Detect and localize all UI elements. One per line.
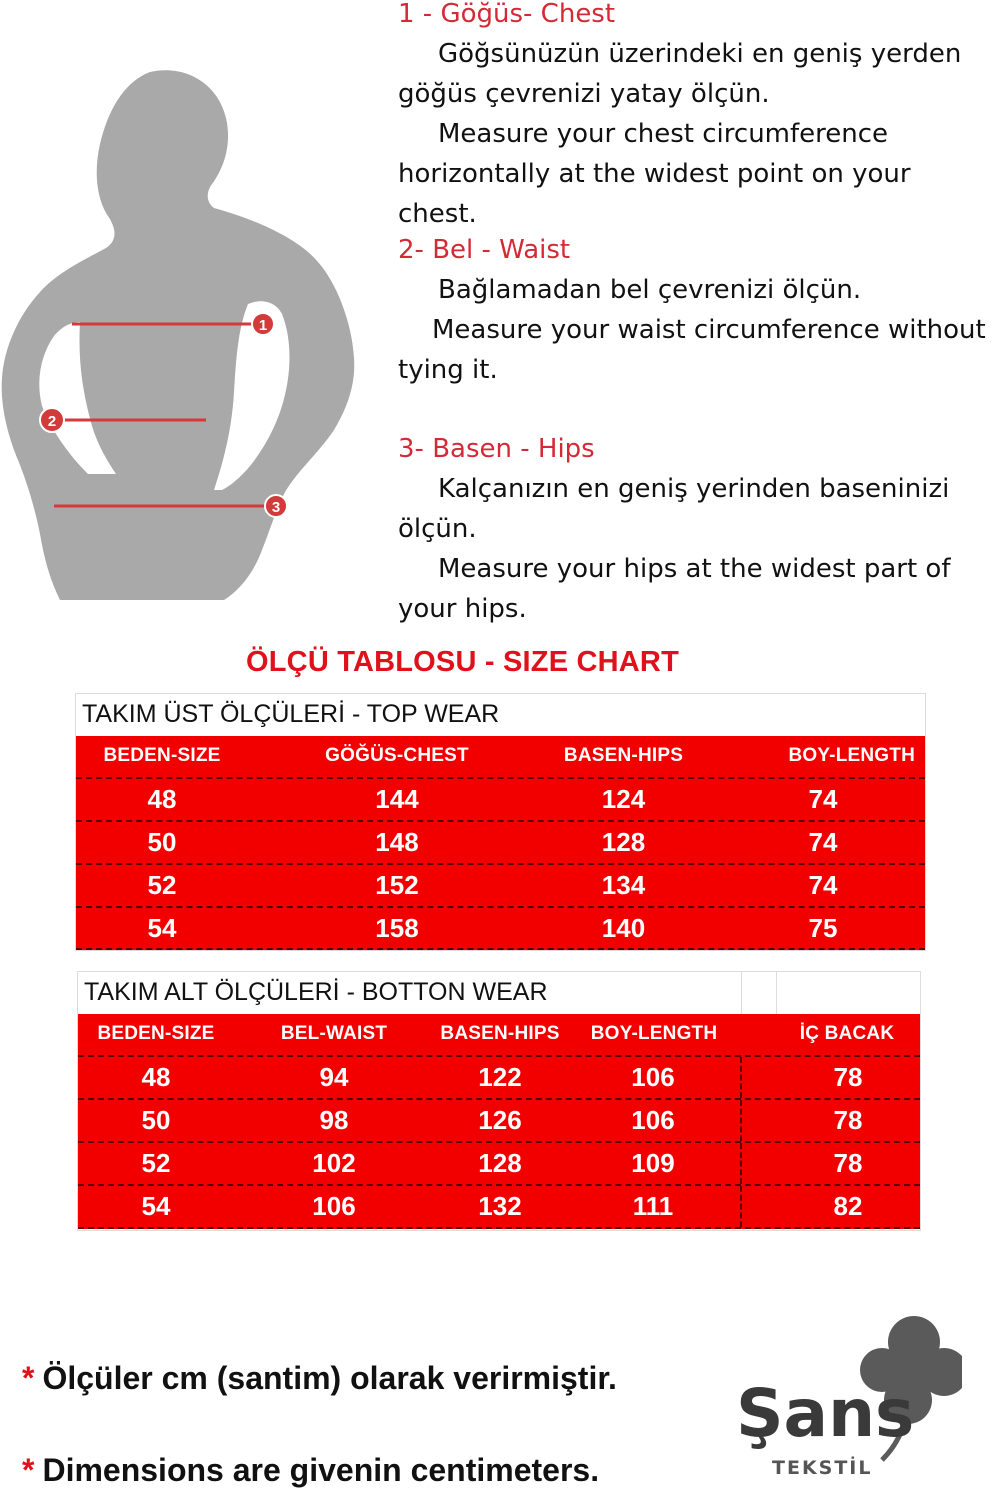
hips-cell: 122 — [478, 1062, 522, 1092]
header-cell: BEL-WAIST — [280, 1023, 388, 1044]
marker-2-label: 2 — [47, 413, 57, 430]
caption-empty-cell — [777, 972, 920, 1014]
chest-en-line1: Measure your chest circumference — [438, 119, 889, 149]
table-row — [78, 1143, 920, 1186]
header-cell: BEDEN-SIZE — [103, 745, 221, 766]
hips-tr-line1: Kalçanızın en geniş yerinden baseninizi — [438, 474, 950, 504]
logo-sub-text: TEKSTİL — [772, 1457, 873, 1479]
chest-cell: 148 — [375, 827, 419, 857]
waist-en-line1: Measure your waist circumference without — [432, 315, 986, 345]
length-cell: 74 — [808, 784, 838, 814]
length-cell: 106 — [566, 1100, 742, 1141]
inseam-cell: 78 — [833, 1062, 863, 1092]
hips-cell: 128 — [601, 827, 646, 857]
size-cell: 52 — [147, 870, 177, 900]
table-row — [76, 822, 925, 865]
hips-cell: 128 — [478, 1148, 522, 1178]
table-header-row — [76, 736, 925, 779]
header-cell: BOY-LENGTH — [590, 1023, 718, 1044]
waist-instructions — [398, 230, 996, 390]
hips-heading: 3- Basen - Hips — [398, 434, 595, 464]
chest-heading: 1 - Göğüs- Chest — [398, 0, 616, 29]
size-cell: 54 — [141, 1191, 171, 1221]
length-cell: 74 — [808, 870, 838, 900]
chest-tr-line2: göğüs çevrenizi yatay ölçün. — [398, 79, 770, 109]
header-cell: BASEN-HIPS — [563, 745, 684, 766]
table-row — [78, 1057, 920, 1100]
chest-cell: 158 — [375, 913, 419, 943]
note-tr-text: Ölçüler cm (santim) olarak verirmiştir. — [42, 1360, 617, 1396]
chest-instructions — [398, 0, 996, 234]
size-cell: 50 — [147, 827, 177, 857]
hips-instructions — [398, 429, 996, 629]
table-row — [78, 1100, 920, 1143]
header-cell: BEDEN-SIZE — [97, 1023, 215, 1044]
marker-3-label: 3 — [271, 499, 281, 516]
length-cell: 74 — [808, 827, 838, 857]
waist-cell: 98 — [319, 1105, 349, 1135]
hips-en-line1: Measure your hips at the widest part of — [438, 554, 951, 584]
waist-cell: 94 — [319, 1062, 349, 1092]
hips-en-line2: your hips. — [398, 594, 527, 624]
body-measurement-figure — [0, 60, 360, 600]
waist-en-line2: tying it. — [398, 355, 498, 385]
table-row — [78, 1186, 920, 1229]
hips-cell: 126 — [478, 1105, 522, 1135]
note-turkish — [22, 1360, 617, 1397]
hips-cell: 124 — [601, 784, 646, 814]
waist-cell: 102 — [312, 1148, 356, 1178]
size-cell: 50 — [141, 1105, 171, 1135]
sans-tekstil-logo — [732, 1290, 962, 1490]
chest-cell: 152 — [375, 870, 419, 900]
length-cell: 111 — [566, 1186, 742, 1227]
header-cell: BASEN-HIPS — [440, 1023, 560, 1044]
bottom-wear-table — [77, 971, 921, 1231]
chest-en-line2: horizontally at the widest point on your chest. — [398, 159, 911, 229]
hips-cell: 140 — [601, 913, 646, 943]
size-cell: 54 — [147, 913, 177, 943]
inseam-cell: 78 — [833, 1105, 863, 1135]
waist-cell: 106 — [312, 1191, 356, 1221]
hips-cell: 134 — [601, 870, 646, 900]
header-cell: GÖĞÜS-CHEST — [325, 745, 469, 766]
caption-empty-cell — [742, 972, 777, 1014]
header-cell: İÇ BACAK — [799, 1023, 895, 1044]
size-cell: 48 — [141, 1062, 171, 1092]
header-cell: BOY-LENGTH — [788, 745, 915, 766]
top-wear-grid — [76, 736, 925, 950]
marker-1-label: 1 — [258, 317, 268, 334]
waist-heading: 2- Bel - Waist — [398, 235, 571, 265]
length-cell: 109 — [566, 1143, 742, 1184]
size-cell: 48 — [147, 784, 177, 814]
hips-tr-line2: ölçün. — [398, 514, 477, 544]
top-wear-caption: TAKIM ÜST ÖLÇÜLERİ - TOP WEAR — [82, 700, 500, 728]
table-header-row — [78, 1014, 920, 1057]
note-en-text: Dimensions are givenin centimeters. — [42, 1452, 600, 1488]
body-silhouette — [2, 70, 355, 600]
bottom-wear-caption: TAKIM ALT ÖLÇÜLERİ - BOTTON WEAR — [78, 972, 742, 1014]
inseam-cell: 82 — [833, 1191, 863, 1221]
asterisk-icon: * — [22, 1452, 35, 1488]
bottom-wear-caption-row — [78, 972, 920, 1014]
inseam-cell: 78 — [833, 1148, 863, 1178]
size-cell: 52 — [141, 1148, 171, 1178]
table-row — [76, 908, 925, 950]
length-cell: 106 — [566, 1057, 742, 1098]
hips-cell: 132 — [478, 1191, 522, 1221]
top-wear-table — [75, 693, 926, 951]
length-cell: 75 — [808, 913, 838, 943]
table-row — [76, 779, 925, 822]
size-chart-title: ÖLÇÜ TABLOSU - SIZE CHART — [246, 646, 679, 678]
chest-cell: 144 — [375, 784, 419, 814]
note-english — [22, 1452, 599, 1489]
asterisk-icon: * — [22, 1360, 35, 1396]
chest-tr-line1: Göğsünüzün üzerindeki en geniş yerden — [438, 39, 962, 69]
table-row — [76, 865, 925, 908]
logo-brand-text: Şans — [736, 1375, 915, 1452]
waist-tr-line1: Bağlamadan bel çevrenizi ölçün. — [438, 275, 862, 305]
bottom-wear-grid — [78, 1014, 920, 1229]
